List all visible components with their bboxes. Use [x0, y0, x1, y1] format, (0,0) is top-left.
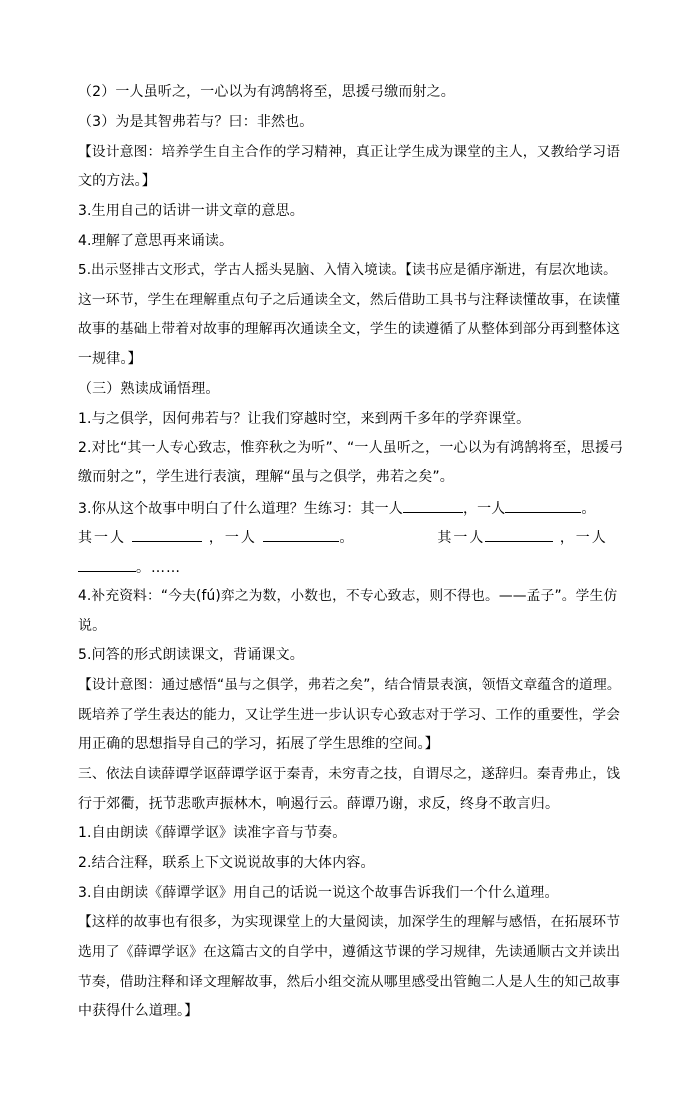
text-line: 三、依法自读薛谭学讴薛谭学讴于秦青，未穷青之技，自谓尽之，遂辞归。秦青弗止，饯	[78, 766, 621, 782]
practice-text: 。……	[136, 560, 181, 576]
practice-text: 。	[339, 530, 356, 546]
text-line: 4.补充资料：“今夫(fú)弈之为数，小数也，不专心致志，则不得也。——孟子”。学生仿	[78, 588, 618, 604]
answer-blank[interactable]	[485, 527, 553, 542]
answer-blank[interactable]	[78, 557, 136, 572]
practice-text: ，一人	[462, 501, 506, 517]
text-line: 2.对比“其一人专心致志，惟弈秋之为听”、“一人虽听之，一心以为有鸿鹄将至，思援弓	[78, 440, 624, 456]
text-line: 行于郊衢，抚节悲歌声振林木，响遏行云。薛谭乃谢，求反，终身不敢言归。	[78, 796, 560, 812]
answer-blank[interactable]	[132, 527, 202, 542]
practice-line-2	[78, 527, 608, 548]
text-line: 故事的基础上带着对故事的理解再次通读全文，学生的读遵循了从整体到部分再到整体这	[78, 321, 621, 337]
text-line: 3.自由朗读《薛谭学讴》用自己的话说一说这个故事告诉我们一个什么道理。	[78, 885, 559, 901]
text-line: 文的方法。】	[78, 173, 156, 189]
text-line: 3.生用自己的话讲一讲文章的意思。	[78, 203, 304, 219]
text-line: 2.结合注释，联系上下文说说故事的大体内容。	[78, 855, 375, 871]
text-line: 5.出示竖排古文形式，学古人摇头晃脑、入情入境读。【读书应是循序渐进，有层次地读。	[78, 262, 617, 278]
text-line: 选用了《薛谭学讴》在这篇古文的自学中，遵循这节课的学习规律，先读通顺古文并读出	[78, 944, 621, 960]
text-line: 4.理解了意思再来诵读。	[78, 233, 234, 249]
text-line: 5.问答的形式朗读课文，背诵课文。	[78, 647, 304, 663]
practice-text: 其一人	[437, 530, 486, 546]
text-line: 用正确的思想指导自己的学习，拓展了学生思维的空间。】	[78, 736, 439, 752]
text-line: 1.自由朗读《薛谭学讴》读准字音与节奏。	[78, 825, 347, 841]
text-line: （三）熟读成诵悟理。	[78, 381, 220, 397]
answer-blank[interactable]	[403, 498, 463, 513]
practice-line-3	[78, 557, 181, 578]
text-line: （3）为是其智弗若与？曰：非然也。	[78, 114, 314, 130]
text-line: 既培养了学生表达的能力，又让学生进一步认识专心致志对于学习、工作的重要性，学会	[78, 707, 621, 723]
text-line: 1.与之俱学，因何弗若与？让我们穿越时空，来到两千多年的学弈课堂。	[78, 411, 531, 427]
answer-blank[interactable]	[263, 527, 339, 542]
answer-blank[interactable]	[505, 498, 581, 513]
practice-text: ，一人	[208, 530, 257, 546]
text-line: 节奏，借助注释和译文理解故事，然后小组交流从哪里感受出管鲍二人是人生的知己故事	[78, 974, 621, 990]
practice-text: 3.你从这个故事中明白了什么道理？生练习：其一人	[78, 501, 403, 517]
practice-text: 。	[581, 501, 596, 517]
text-line: 这一环节，学生在理解重点句子之后通读全文，然后借助工具书与注释读懂故事，在读懂	[78, 292, 621, 308]
text-line: 【这样的故事也有很多，为实现课堂上的大量阅读，加深学生的理解与感悟，在拓展环节	[78, 914, 621, 930]
text-line: 缴而射之”，学生进行表演，理解“虽与之俱学，弗若之矣”。	[78, 469, 454, 485]
text-line: （2）一人虽听之，一心以为有鸿鹄将至，思援弓缴而射之。	[78, 84, 455, 100]
practice-text: 其一人	[78, 530, 126, 546]
practice-line-1	[78, 498, 596, 519]
text-line: 【设计意图：培养学生自主合作的学习精神，真正让学生成为课堂的主人，又教给学习语	[78, 144, 621, 160]
text-line: 【设计意图：通过感悟“虽与之俱学，弗若之矣”，结合情景表演，领悟文章蕴含的道理。	[78, 677, 621, 693]
practice-text: ，一人	[559, 530, 608, 546]
text-line: 一规律。】	[78, 351, 142, 367]
text-line: 说。	[78, 618, 107, 634]
text-line: 中获得什么道理。】	[78, 1003, 199, 1019]
